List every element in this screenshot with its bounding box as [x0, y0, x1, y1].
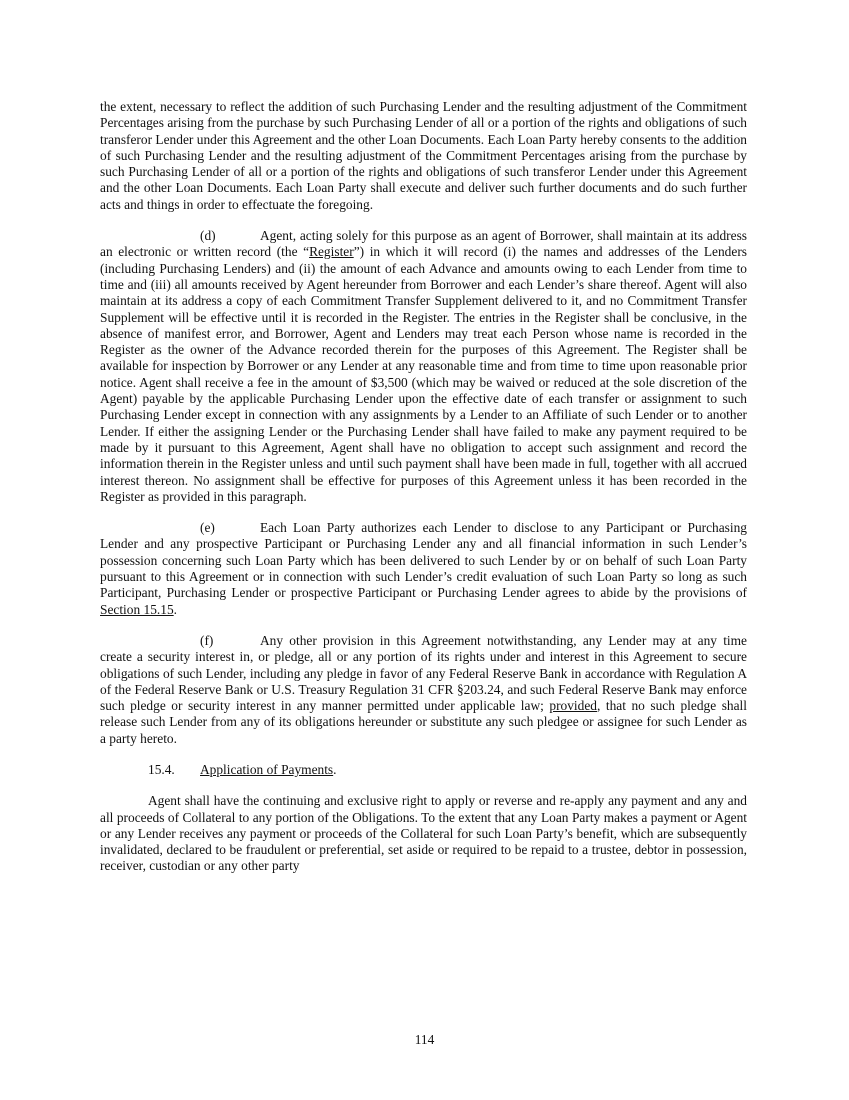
page-number: 114: [414, 1032, 435, 1047]
paragraph-d: [100, 228, 747, 505]
paragraph-e-text-before: Each Loan Party authorizes each Lender to disclose to any Participant or Purchasing Lender and any prospective Participant or Purchasing Lender any and all financial information in such Lender’s possession concerning such Loan Party which has been delivered to such Lender by or on behalf of such Loan Party pursuant to this Agreement or in connection with such Lender’s credit evaluation of such Loan Party so long as such Participant, Purchasing Lender or prospective Participant or Purchasing Lender agrees to abide by the provisions of: [100, 520, 747, 601]
section-title: Application of Payments: [200, 761, 334, 777]
proviso-term: provided: [549, 698, 597, 714]
paragraph-f-text-after: , that no such pledge shall release such Lender from any of its obligations hereunder or substitute any such pledgee or assignee for such Lender as a party hereto.: [100, 698, 747, 746]
paragraph-f: [100, 633, 747, 747]
section-body: Agent shall have the continuing and exclusive right to apply or reverse and re-apply any payment and any and all proceeds of Collateral to any portion of the Obligations. To the extent that any Loan Party makes a payment or Agent or any Lender receives any payment or proceeds of the Collateral for such Loan Party’s benefit, which are subsequently invalidated, declared to be fraudulent or preferential, set aside or required to be repaid to a trustee, debtor in possession, receiver, custodian or any other party: [100, 793, 747, 874]
paragraph-e-text-after: .: [173, 601, 178, 617]
paragraph-e: [100, 520, 747, 618]
paragraph-e-label: (e): [200, 520, 215, 536]
document-page: [100, 99, 747, 890]
paragraph-d-text-before: Agent, acting solely for this purpose as an agent of Borrower, shall maintain at its address an electronic or written record (the “: [100, 228, 747, 260]
section-number: 15.4.: [148, 761, 175, 777]
paragraph-d-text-after: ”) in which it will record (i) the names and addresses of the Lenders (including Purchasing Lenders) and (ii) the amount of each Advance and amounts owing to each Lender from time to time and (iii) all amounts received by Agent hereunder from Borrower and each Lender’s share thereof. Agent will also maintain at its address a copy of each Commitment Transfer Supplement delivered to it, and no Commitment Transfer Supplement will be effective until it is recorded in the Register. The entries in the Register shall be conclusive, in the absence of manifest error, and Borrower, Agent and Lenders may treat each Person whose name is recorded in the Register as the owner of the Advance recorded therein for the purposes of this Agreement. The Register shall be available for inspection by Borrower or any Lender at any reasonable time and from time to time upon reasonable prior notice. Agent shall receive a fee in the amount of $3,500 (which may be waived or reduced at the sole discretion of the Agent) payable by the applicable Purchasing Lender upon the effective date of each transfer or assignment to such Purchasing Lender except in connection with any assignments by a Lender to an Affiliate of such Lender or to another Lender. If either the assigning Lender or the Purchasing Lender shall have failed to make any payment required to be made by it pursuant to this Agreement, Agent shall have no obligation to accept such assignment and record the information therein in the Register unless and until such payment shall have been made in full, together with all accrued interest thereon. No assignment shall be effective for purposes of this Agreement unless it has been recorded in the Register as provided in this paragraph.: [100, 244, 747, 504]
paragraph-continuation: the extent, necessary to reflect the addition of such Purchasing Lender and the resulting adjustment of the Commitment Percentages arising from the purchase by such Purchasing Lender of all or a portion of the rights and obligations of such transferor Lender under this Agreement and the other Loan Documents. Each Loan Party hereby consents to the addition of such Purchasing Lender and the resulting adjustment of the Commitment Percentages arising from the purchase by such Purchasing Lender of all or a portion of the rights and obligations of such transferor Lender under this Agreement and the other Loan Documents. Each Loan Party shall execute and deliver such further documents and do such further acts and things in order to effectuate the foregoing.: [100, 99, 747, 212]
paragraph-f-label: (f): [200, 632, 214, 648]
section-title-suffix: .: [333, 761, 337, 777]
section-reference: Section 15.15: [100, 601, 174, 617]
paragraph-f-text-before: Any other provision in this Agreement notwithstanding, any Lender may at any time create a security interest in, or pledge, all or any portion of its rights under and interest in this Agreement to secure obligations of such Lender, including any pledge in favor of any Federal Reserve Bank in accordance with Regulation A of the Federal Reserve Bank or U.S. Treasury Regulation 31 CFR §203.24, and such Federal Reserve Bank may enforce such pledge or security interest in any manner permitted under applicable law;: [100, 632, 747, 714]
section-heading: [100, 762, 747, 778]
paragraph-d-label: (d): [200, 228, 216, 244]
register-defined-term: Register: [309, 244, 354, 260]
